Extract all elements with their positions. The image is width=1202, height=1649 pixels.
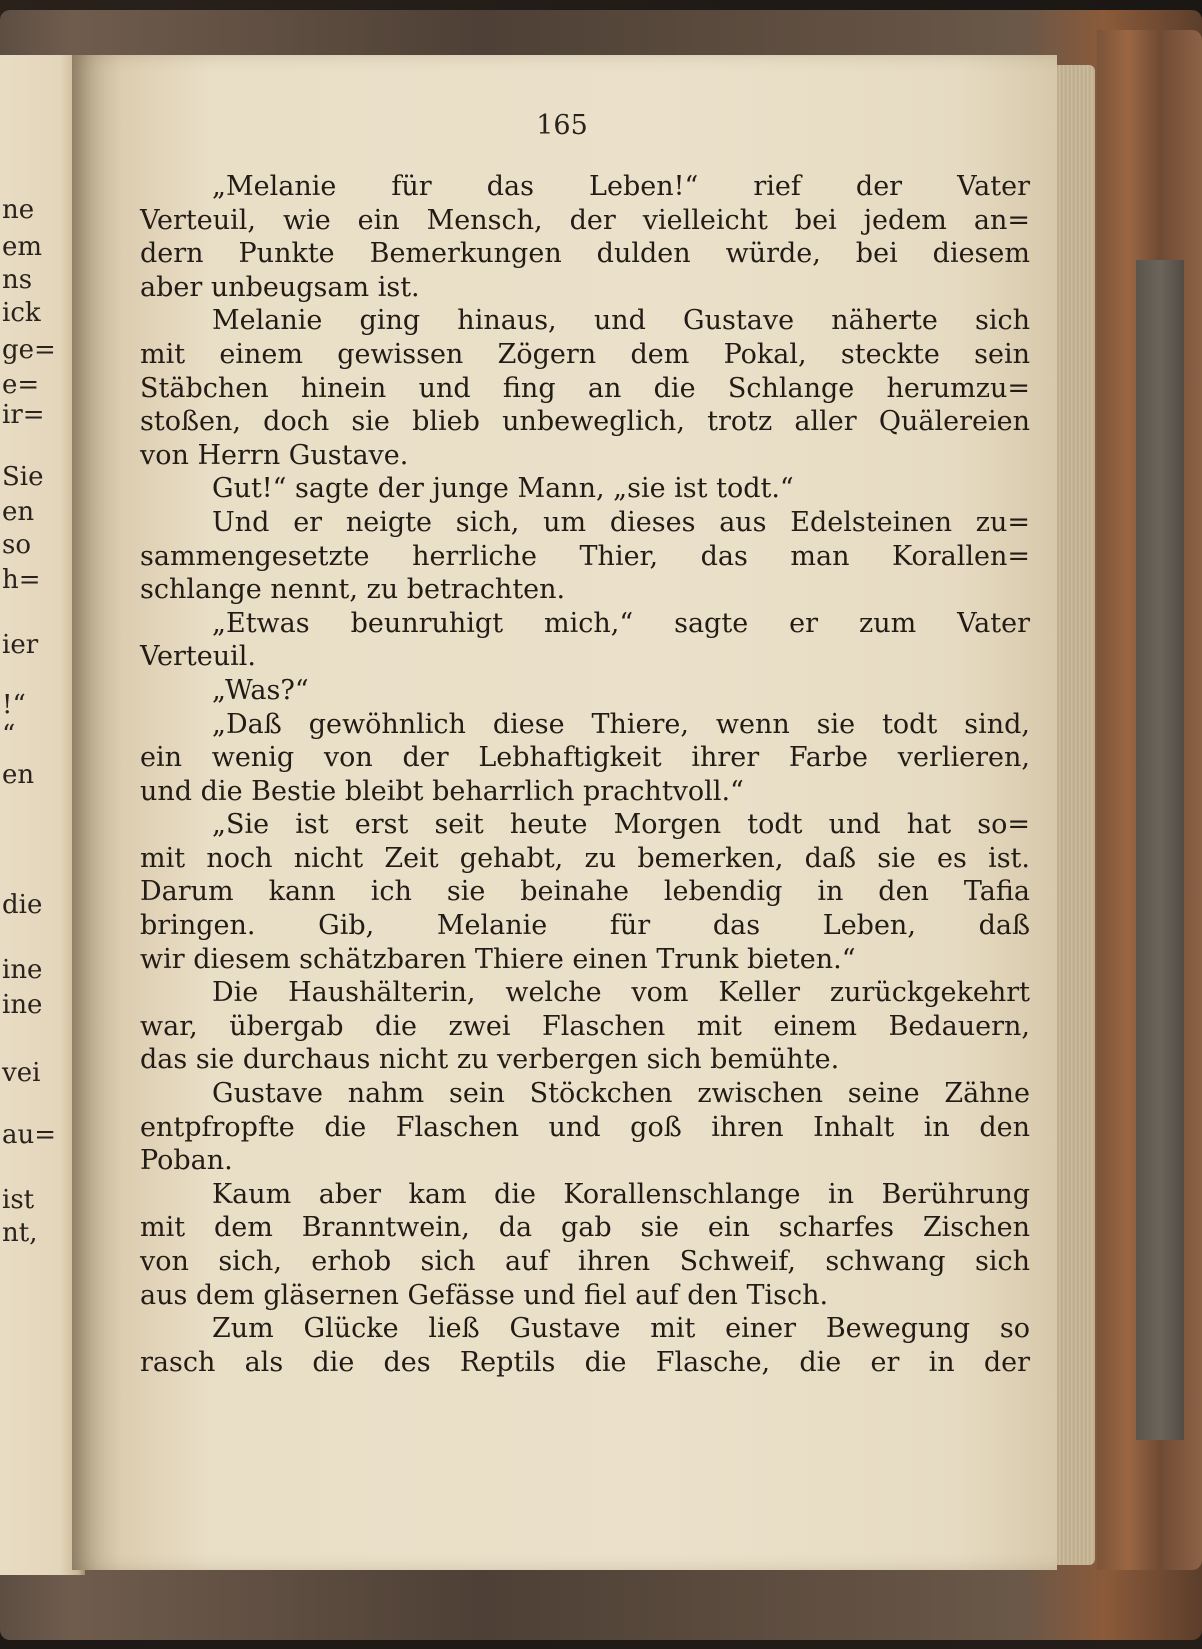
left-page-fragment: ine: [2, 990, 43, 1020]
text-line: Kaum aber kam die Korallenschlange in Berührung: [212, 1178, 1030, 1210]
left-page-fragment: em: [2, 232, 43, 262]
text-line: aus dem gläsernen Gefässe und fiel auf den Tisch.: [140, 1279, 829, 1311]
text-line: Zum Glücke ließ Gustave mit einer Bewegung so: [212, 1313, 1030, 1345]
text-line: „Daß gewöhnlich diese Thiere, wenn sie todt sind,: [212, 708, 1030, 740]
left-page-fragment: en: [2, 497, 35, 527]
left-page-fragment: en: [2, 760, 35, 790]
text-line: Und er neigte sich, um dieses aus Edelsteinen zu=: [212, 506, 1030, 538]
text-line: Darum kann ich sie beinahe lebendig in den Tafia: [140, 876, 1030, 908]
text-line: Poban.: [140, 1145, 233, 1177]
left-page-fragment: ick: [2, 298, 41, 328]
right-page: [72, 55, 1057, 1570]
left-page-fragment: au=: [2, 1120, 57, 1150]
text-line: Die Haushälterin, welche vom Keller zurückgekehrt: [212, 977, 1030, 1009]
text-line: Stäbchen hinein und fing an die Schlange herumzu=: [140, 372, 1030, 404]
text-line: Melanie ging hinaus, und Gustave näherte sich: [212, 305, 1030, 337]
left-page-text: [0, 55, 80, 1575]
left-page-fragment: h=: [2, 565, 41, 595]
text-line: rasch als die des Reptils die Flasche, die er in der: [140, 1346, 1030, 1378]
text-line: stoßen, doch sie blieb unbeweglich, trotz aller Quälereien: [140, 406, 1030, 438]
left-page-fragment: !“: [2, 690, 26, 720]
left-page-fragment: so: [2, 530, 31, 560]
text-line: „Sie ist erst seit heute Morgen todt und hat so=: [212, 809, 1030, 841]
text-line: mit einem gewissen Zögern dem Pokal, steckte sein: [140, 338, 1030, 370]
text-line: Gut!“ sagte der junge Mann, „sie ist todt.“: [212, 473, 794, 505]
text-line: „Etwas beunruhigt mich,“ sagte er zum Vater: [212, 607, 1030, 639]
text-line: sammengesetzte herrliche Thier, das man Korallen=: [140, 540, 1030, 572]
left-page-fragment: e=: [2, 370, 40, 400]
text-line: von Herrn Gustave.: [140, 439, 409, 471]
text-line: und die Bestie bleibt beharrlich prachtvoll.“: [140, 775, 744, 807]
text-line: das sie durchaus nicht zu verbergen sich bemühte.: [140, 1044, 840, 1076]
text-line: aber unbeugsam ist.: [140, 271, 420, 303]
text-line: dern Punkte Bemerkungen dulden würde, bei diesem: [140, 238, 1030, 270]
text-line: Gustave nahm sein Stöckchen zwischen seine Zähne: [212, 1078, 1030, 1110]
left-page-fragment: ist: [2, 1185, 35, 1215]
left-page-fragment: die: [2, 890, 43, 920]
left-page-fragment: ir=: [2, 400, 45, 430]
left-page-fragment: Sie: [2, 462, 44, 492]
left-page-fragment: ne: [2, 195, 35, 225]
text-line: „Was?“: [212, 674, 309, 706]
page-number: 165: [536, 110, 588, 141]
cover-spine-strip: [1136, 260, 1184, 1440]
text-line: entpfropfte die Flaschen und goß ihren Inhalt in den: [140, 1111, 1030, 1143]
text-line: Verteuil, wie ein Mensch, der vielleicht bei jedem an=: [140, 204, 1030, 236]
text-line: schlange nennt, zu betrachten.: [140, 574, 566, 606]
text-line: wir diesem schätzbaren Thiere einen Trunk bieten.“: [140, 943, 856, 975]
left-page-fragment: ier: [2, 630, 39, 660]
left-page-fragment: vei: [2, 1058, 41, 1088]
text-line: Verteuil.: [140, 641, 256, 673]
text-line: mit dem Branntwein, da gab sie ein scharfes Zischen: [140, 1212, 1030, 1244]
left-page-fragment: ns: [2, 265, 33, 295]
left-page-fragment: “: [2, 720, 16, 750]
text-line: bringen. Gib, Melanie für das Leben, daß: [140, 910, 1030, 942]
left-page-fragment: ine: [2, 955, 43, 985]
text-line: ein wenig von der Lebhaftigkeit ihrer Farbe verlieren,: [140, 742, 1030, 774]
text-line: von sich, erhob sich auf ihren Schweif, schwang sich: [140, 1246, 1030, 1277]
text-line: mit noch nicht Zeit gehabt, zu bemerken, daß sie es ist.: [140, 842, 1030, 874]
left-page-fragment: ge=: [2, 335, 56, 365]
text-line: war, übergab die zwei Flaschen mit einem Bedauern,: [140, 1010, 1030, 1042]
text-line: „Melanie für das Leben!“ rief der Vater: [212, 171, 1030, 202]
left-page-fragment: nt,: [2, 1218, 38, 1248]
page-text: [140, 170, 1030, 1379]
